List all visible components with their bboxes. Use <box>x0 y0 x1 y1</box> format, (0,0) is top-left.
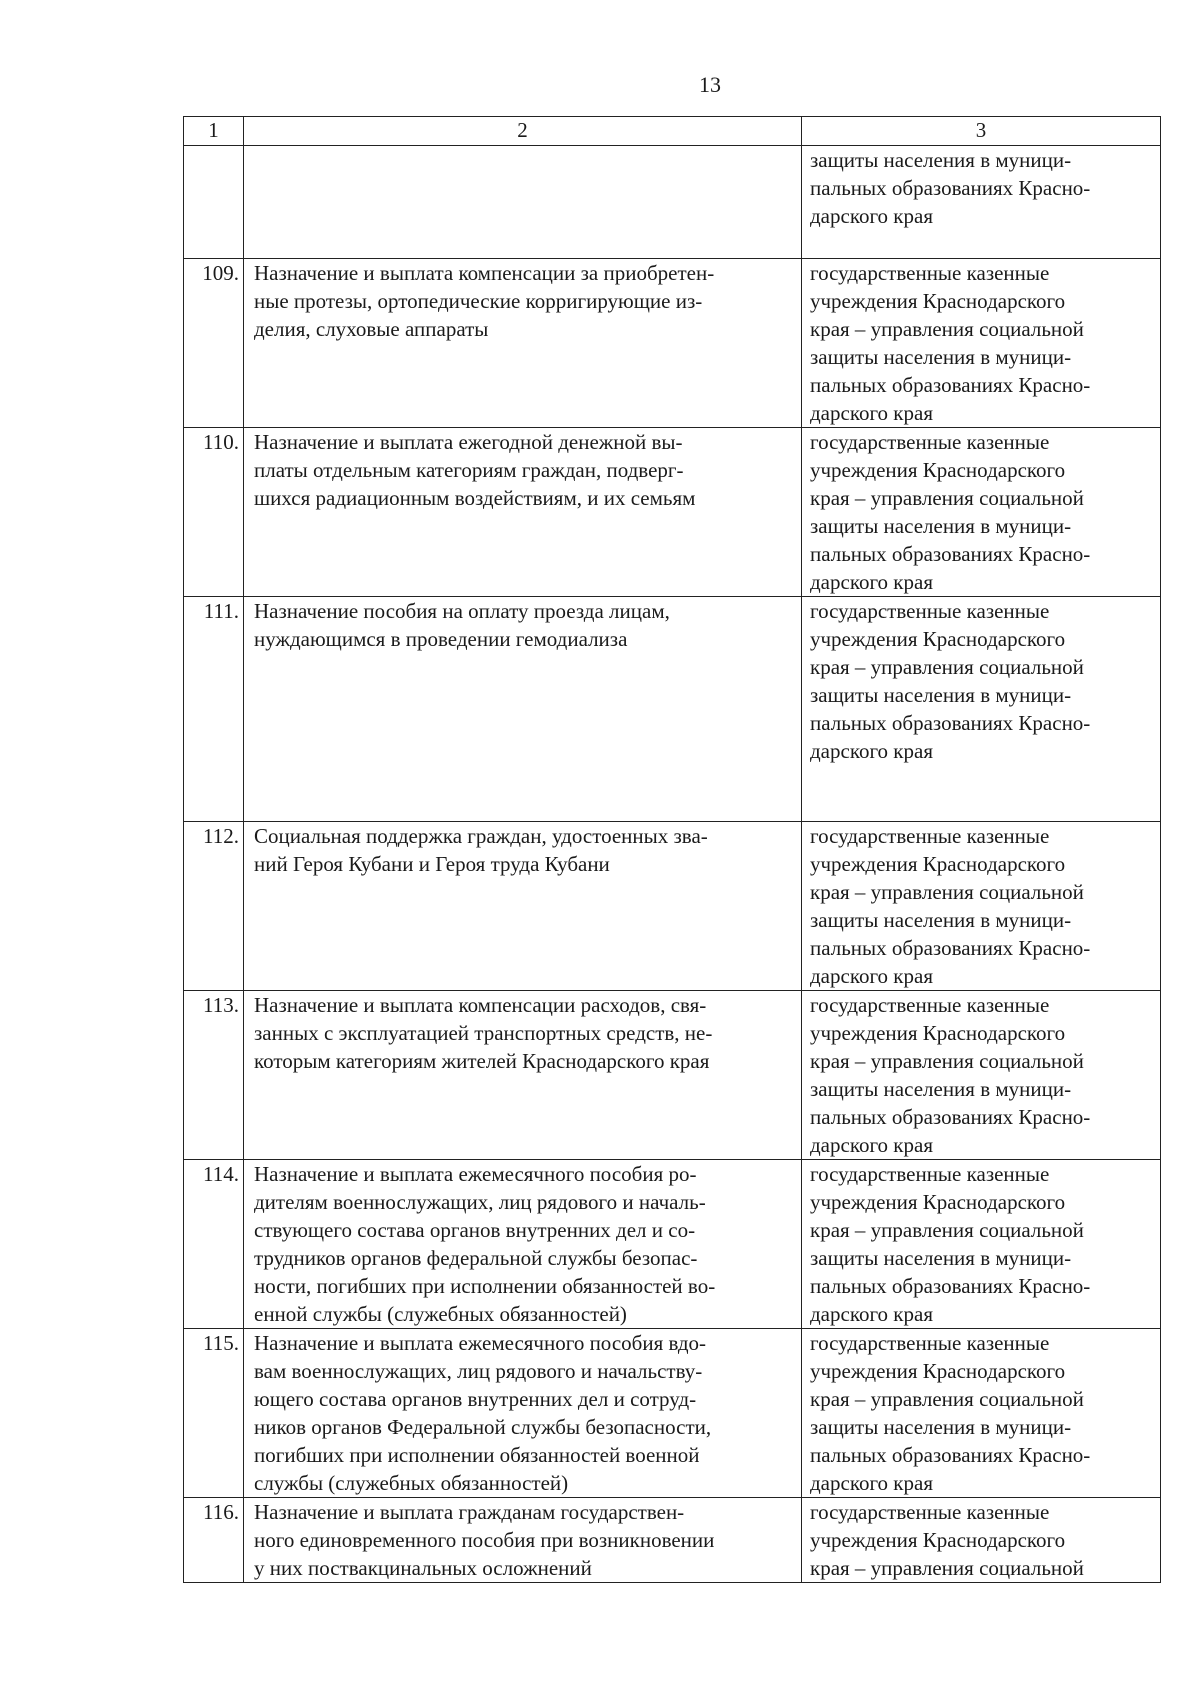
organization-line: пальных образованиях Красно- <box>810 542 1091 566</box>
description-line: ности, погибших при исполнении обязанностей во- <box>254 1274 716 1298</box>
responsible-organization <box>802 146 1161 259</box>
description-line: нуждающимся в проведении гемодиализа <box>254 627 628 651</box>
description-line: шихся радиационным воздействиям, и их семьям <box>254 486 696 510</box>
organization-line: пальных образованиях Красно- <box>810 1443 1091 1467</box>
organization-line: пальных образованиях Красно- <box>810 176 1091 200</box>
service-description <box>244 146 802 259</box>
organization-line: края – управления социальной <box>810 1218 1084 1242</box>
organization-line: учреждения Краснодарского <box>810 627 1066 651</box>
organization-line: защиты населения в муници- <box>810 148 1072 172</box>
description-line: енной службы (служебных обязанностей) <box>254 1302 627 1326</box>
organization-line: дарского края <box>810 1133 933 1157</box>
header-col-3: 3 <box>802 117 1161 146</box>
service-description <box>244 991 802 1160</box>
description-line: ников органов Федеральной службы безопасности, <box>254 1415 712 1439</box>
table-row <box>184 146 1161 259</box>
service-description <box>244 822 802 991</box>
table-row <box>184 1160 1161 1329</box>
responsible-organization <box>802 597 1161 822</box>
row-number: 109. <box>184 259 244 428</box>
service-description <box>244 1329 802 1498</box>
description-line: занных с эксплуатацией транспортных средств, не- <box>254 1021 713 1045</box>
row-number: 112. <box>184 822 244 991</box>
organization-line: государственные казенные <box>810 261 1050 285</box>
description-line: ные протезы, ортопедические корригирующие из- <box>254 289 703 313</box>
responsible-organization <box>802 428 1161 597</box>
service-description <box>244 1160 802 1329</box>
organization-line: государственные казенные <box>810 599 1050 623</box>
service-description <box>244 1498 802 1583</box>
page-number: 13 <box>699 72 721 97</box>
organization-line: государственные казенные <box>810 430 1050 454</box>
responsible-organization <box>802 1329 1161 1498</box>
responsible-organization <box>802 822 1161 991</box>
organization-line: дарского края <box>810 570 933 594</box>
organization-line: края – управления социальной <box>810 1049 1084 1073</box>
description-line: ющего состава органов внутренних дел и сотруд- <box>254 1387 697 1411</box>
table-row <box>184 991 1161 1160</box>
description-line: Назначение и выплата гражданам государствен- <box>254 1500 685 1524</box>
organization-line: края – управления социальной <box>810 880 1084 904</box>
description-line: которым категориям жителей Краснодарского края <box>254 1049 710 1073</box>
description-line: дителям военнослужащих, лиц рядового и началь- <box>254 1190 706 1214</box>
organization-line: учреждения Краснодарского <box>810 1190 1066 1214</box>
row-number: 116. <box>184 1498 244 1583</box>
table-row <box>184 1498 1161 1583</box>
organization-line: государственные казенные <box>810 1500 1050 1524</box>
organization-line: защиты населения в муници- <box>810 345 1072 369</box>
description-line: Назначение и выплата ежегодной денежной вы- <box>254 430 683 454</box>
header-col-2: 2 <box>244 117 802 146</box>
organization-line: учреждения Краснодарского <box>810 852 1066 876</box>
description-line: службы (служебных обязанностей) <box>254 1471 569 1495</box>
description-line: вам военнослужащих, лиц рядового и начальству- <box>254 1359 703 1383</box>
table-row <box>184 428 1161 597</box>
organization-line: пальных образованиях Красно- <box>810 1274 1091 1298</box>
description-line: ного единовременного пособия при возникновении <box>254 1528 715 1552</box>
description-line: Социальная поддержка граждан, удостоенных зва- <box>254 824 708 848</box>
description-line: Назначение и выплата ежемесячного пособия ро- <box>254 1162 697 1186</box>
row-number: 113. <box>184 991 244 1160</box>
description-line: Назначение и выплата ежемесячного пособия вдо- <box>254 1331 707 1355</box>
organization-line: пальных образованиях Красно- <box>810 936 1091 960</box>
description-line: у них поствакцинальных осложнений <box>254 1556 592 1580</box>
description-line: ствующего состава органов внутренних дел и со- <box>254 1218 696 1242</box>
description-line: трудников органов федеральной службы безопас- <box>254 1246 698 1270</box>
organization-line: учреждения Краснодарского <box>810 1528 1066 1552</box>
organization-line: защиты населения в муници- <box>810 908 1072 932</box>
responsible-organization <box>802 1498 1161 1583</box>
description-line: погибших при исполнении обязанностей военной <box>254 1443 700 1467</box>
organization-line: учреждения Краснодарского <box>810 458 1066 482</box>
organization-line: защиты населения в муници- <box>810 1246 1072 1270</box>
organization-line: края – управления социальной <box>810 317 1084 341</box>
organization-line: края – управления социальной <box>810 1556 1084 1580</box>
organization-line: защиты населения в муници- <box>810 683 1072 707</box>
table-row <box>184 597 1161 822</box>
organization-line: края – управления социальной <box>810 486 1084 510</box>
organization-line: пальных образованиях Красно- <box>810 711 1091 735</box>
organization-line: края – управления социальной <box>810 655 1084 679</box>
organization-line: государственные казенные <box>810 824 1050 848</box>
organization-line: государственные казенные <box>810 1331 1050 1355</box>
service-description <box>244 597 802 822</box>
service-description <box>244 428 802 597</box>
organization-line: государственные казенные <box>810 1162 1050 1186</box>
organization-line: учреждения Краснодарского <box>810 1021 1066 1045</box>
services-table <box>183 116 1161 1583</box>
row-number: 115. <box>184 1329 244 1498</box>
row-number: 111. <box>184 597 244 822</box>
responsible-organization <box>802 259 1161 428</box>
table-header-row <box>184 117 1161 146</box>
organization-line: защиты населения в муници- <box>810 1077 1072 1101</box>
service-description <box>244 259 802 428</box>
description-line: делия, слуховые аппараты <box>254 317 489 341</box>
organization-line: пальных образованиях Красно- <box>810 1105 1091 1129</box>
row-number: 114. <box>184 1160 244 1329</box>
table-row <box>184 1329 1161 1498</box>
organization-line: государственные казенные <box>810 993 1050 1017</box>
organization-line: дарского края <box>810 1302 933 1326</box>
description-line: Назначение и выплата компенсации расходов, свя- <box>254 993 707 1017</box>
organization-line: дарского края <box>810 964 933 988</box>
organization-line: пальных образованиях Красно- <box>810 373 1091 397</box>
organization-line: дарского края <box>810 204 933 228</box>
responsible-organization <box>802 991 1161 1160</box>
description-line: Назначение и выплата компенсации за приобретен- <box>254 261 715 285</box>
organization-line: дарского края <box>810 739 933 763</box>
description-line: платы отдельным категориям граждан, подверг- <box>254 458 684 482</box>
organization-line: защиты населения в муници- <box>810 514 1072 538</box>
description-line: Назначение пособия на оплату проезда лицам, <box>254 599 670 623</box>
header-col-1: 1 <box>184 117 244 146</box>
responsible-organization <box>802 1160 1161 1329</box>
row-number: 110. <box>184 428 244 597</box>
organization-line: дарского края <box>810 401 933 425</box>
organization-line: дарского края <box>810 1471 933 1495</box>
description-line: ний Героя Кубани и Героя труда Кубани <box>254 852 610 876</box>
organization-line: защиты населения в муници- <box>810 1415 1072 1439</box>
table-row <box>184 822 1161 991</box>
row-number <box>184 146 244 259</box>
organization-line: учреждения Краснодарского <box>810 289 1066 313</box>
organization-line: учреждения Краснодарского <box>810 1359 1066 1383</box>
organization-line: края – управления социальной <box>810 1387 1084 1411</box>
table-row <box>184 259 1161 428</box>
